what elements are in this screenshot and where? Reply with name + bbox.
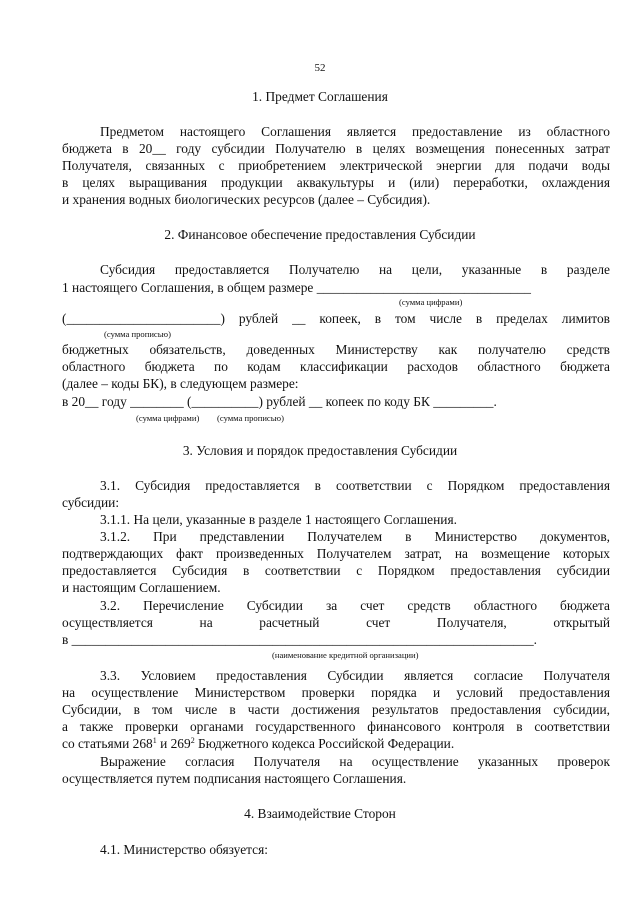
- section-4-heading: 4. Взаимодействие Сторон: [244, 806, 396, 821]
- s2-line-4: бюджетных обязательств, доведенных Министерству как получателю средств: [62, 342, 610, 357]
- s3-p31-line-1: 3.1. Субсидия предоставляется в соответствии с Порядком предоставления: [100, 478, 610, 493]
- s2-line-2: 1 настоящего Соглашения, в общем размере ________________________________: [62, 280, 531, 295]
- s2-line-5: областного бюджета по кодам классификации расходов областного бюджета: [62, 359, 610, 374]
- s1-line-1: Предметом настоящего Соглашения является предоставление из областного: [100, 124, 610, 139]
- s3-p33-text-c: Бюджетного кодекса Российской Федерации.: [194, 736, 455, 751]
- section-2-heading: 2. Финансовое обеспечение предоставления Субсидии: [164, 227, 476, 242]
- s3-p312-line-1: 3.1.2. При представлении Получателем в Министерство документов,: [100, 529, 610, 544]
- page-number: 52: [314, 62, 326, 74]
- section-1-heading: 1. Предмет Соглашения: [252, 89, 388, 104]
- s1-line-4: в целях выращивания продукции аквакультуры и (или) переработки, охлаждения: [62, 175, 610, 190]
- caption-bank-name: (наименование кредитной организации): [272, 650, 419, 660]
- s3-p31-line-2: субсидии:: [62, 495, 120, 510]
- s2-line-3: (_______________________) рублей __ копеек, в том числе в пределах лимитов: [62, 311, 610, 326]
- s3-p32-line-2: осуществляется на расчетный счет Получателя, открытый: [62, 615, 610, 630]
- s3-p34-line-2: осуществляется путем подписания настоящего Соглашения.: [62, 771, 407, 786]
- s3-p32-line-1: 3.2. Перечисление Субсидии за счет средств областного бюджета: [100, 598, 610, 613]
- s1-line-5: и хранения водных биологических ресурсов (далее – Субсидия).: [62, 192, 431, 207]
- section-3-heading: 3. Условия и порядок предоставления Субсидии: [182, 443, 458, 458]
- caption-sum-words: (сумма прописью): [104, 329, 171, 339]
- s3-p33-text-b: и 269: [156, 736, 191, 751]
- s3-p312-line-2: подтверждающих факт произведенных Получателем затрат, на возмещение которых: [62, 546, 610, 561]
- footnote-sup-1: 1: [152, 736, 157, 745]
- s4-p41: 4.1. Министерство обязуется:: [100, 842, 268, 857]
- s2-line-1: Субсидия предоставляется Получателю на цели, указанные в разделе: [100, 262, 610, 277]
- s3-p33-text-a: со статьями 268: [62, 736, 153, 751]
- caption-small-sum-words: (сумма прописью): [217, 413, 284, 423]
- footnote-sup-2: 2: [190, 736, 195, 745]
- s3-p34-line-1: Выражение согласия Получателя на осуществление указанных проверок: [100, 754, 610, 769]
- s1-line-2: бюджета в 20__ году субсидии Получателю в целях возмещения понесенных затрат: [62, 141, 610, 156]
- s3-p312-line-3: предоставляется Субсидия в соответствии с Порядком предоставления субсидии: [62, 563, 610, 578]
- caption-sum-digits: (сумма цифрами): [399, 297, 463, 307]
- s2-line-6: (далее – коды БК), в следующем размере:: [62, 376, 299, 391]
- s3-p33-line-3: Субсидии, в том числе в части достижения результатов предоставления субсидии,: [62, 702, 610, 717]
- s3-p33-line-1: 3.3. Условием предоставления Субсидии является согласие Получателя: [100, 668, 610, 683]
- s3-p33-line-4: а также проверки органами государственного финансового контроля в соответствии: [62, 719, 610, 734]
- s3-p311: 3.1.1. На цели, указанные в разделе 1 настоящего Соглашения.: [100, 512, 457, 527]
- s1-line-3: Получателя, связанных с приобретением электрической энергии для подачи воды: [62, 158, 610, 173]
- s3-p33-line-2: на осуществление Министерством проверки порядка и условий предоставления: [62, 685, 610, 700]
- s3-p33-line-5: [62, 736, 454, 752]
- caption-small-sum-digits: (сумма цифрами): [136, 413, 200, 423]
- s3-p312-line-4: и настоящим Соглашением.: [62, 580, 221, 595]
- s2-line-7: в 20__ году ________ (__________) рублей __ копеек по коду БК _________.: [62, 394, 497, 409]
- s3-p32-line-3: в _____________________________________________________________________.: [62, 632, 537, 647]
